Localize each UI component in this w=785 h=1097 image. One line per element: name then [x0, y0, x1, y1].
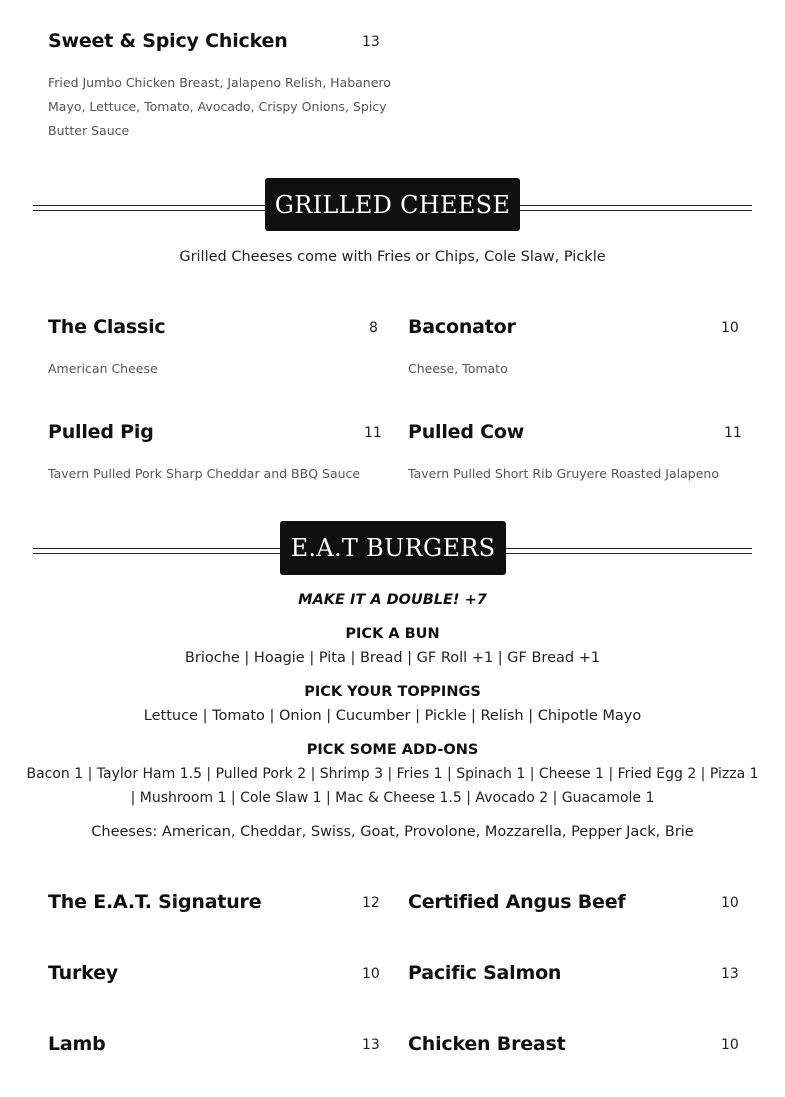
item-price-lamb: 13 — [362, 1037, 380, 1053]
item-name-baconator: Baconator — [408, 316, 516, 338]
item-price-pulled-cow: 11 — [724, 425, 742, 441]
pick-addons-heading: PICK SOME ADD-ONS — [306, 742, 479, 758]
cheese-options: Cheeses: American, Cheddar, Swiss, Goat, Provolone, Mozzarella, Pepper Jack, Brie — [91, 824, 694, 840]
item-price-certified-angus-beef: 10 — [721, 895, 739, 911]
item-name-lamb: Lamb — [48, 1033, 106, 1055]
desc-line: Fried Jumbo Chicken Breast, Jalapeno Relish, Habanero — [48, 75, 391, 90]
desc-line: Butter Sauce — [48, 123, 130, 138]
item-name-chicken-breast: Chicken Breast — [408, 1033, 566, 1055]
section-title-grilled-cheese: GRILLED CHEESE — [265, 178, 520, 231]
addons-options-line-2: | Mushroom 1 | Cole Slaw 1 | Mac & Cheese 1.5 | Avocado 2 | Guacamole 1 — [130, 790, 655, 806]
item-name-pacific-salmon: Pacific Salmon — [408, 962, 562, 984]
section-title-burgers: E.A.T BURGERS — [280, 521, 506, 575]
item-name-pulled-pig: Pulled Pig — [48, 421, 154, 443]
item-price-the-classic: 8 — [369, 320, 378, 336]
item-desc-pulled-cow: Tavern Pulled Short Rib Gruyere Roasted Jalapeno — [408, 466, 719, 481]
item-name-the-classic: The Classic — [48, 316, 166, 338]
item-name-sweet-spicy-chicken: Sweet & Spicy Chicken — [48, 30, 288, 52]
item-name-pulled-cow: Pulled Cow — [408, 421, 525, 443]
desc-line: Mayo, Lettuce, Tomato, Avocado, Crispy Onions, Spicy — [48, 99, 387, 114]
item-name-eat-signature: The E.A.T. Signature — [48, 891, 262, 913]
item-name-turkey: Turkey — [48, 962, 118, 984]
addons-options-line-1: Bacon 1 | Taylor Ham 1.5 | Pulled Pork 2 | Shrimp 3 | Fries 1 | Spinach 1 | Cheese 1 | Fried Egg 2 | Pizza 1 — [26, 766, 759, 782]
item-price-eat-signature: 12 — [362, 895, 380, 911]
item-desc-sweet-spicy-chicken — [48, 71, 391, 143]
item-name-certified-angus-beef: Certified Angus Beef — [408, 891, 626, 913]
pick-bun-heading: PICK A BUN — [345, 626, 440, 642]
item-price-baconator: 10 — [721, 320, 739, 336]
pick-toppings-heading: PICK YOUR TOPPINGS — [304, 684, 481, 700]
item-price-turkey: 10 — [362, 966, 380, 982]
bun-options: Brioche | Hoagie | Pita | Bread | GF Roll +1 | GF Bread +1 — [184, 650, 601, 666]
item-desc-pulled-pig: Tavern Pulled Pork Sharp Cheddar and BBQ Sauce — [48, 466, 361, 481]
grilled-cheese-note: Grilled Cheeses come with Fries or Chips, Cole Slaw, Pickle — [179, 249, 606, 265]
item-price-chicken-breast: 10 — [721, 1037, 739, 1053]
item-desc-the-classic: American Cheese — [48, 361, 158, 376]
item-desc-baconator: Cheese, Tomato — [408, 361, 508, 376]
item-price-sweet-spicy-chicken: 13 — [362, 34, 380, 50]
item-price-pacific-salmon: 13 — [721, 966, 739, 982]
item-price-pulled-pig: 11 — [364, 425, 382, 441]
toppings-options: Lettuce | Tomato | Onion | Cucumber | Pickle | Relish | Chipotle Mayo — [143, 708, 642, 724]
make-it-double-note: MAKE IT A DOUBLE! +7 — [298, 592, 487, 608]
